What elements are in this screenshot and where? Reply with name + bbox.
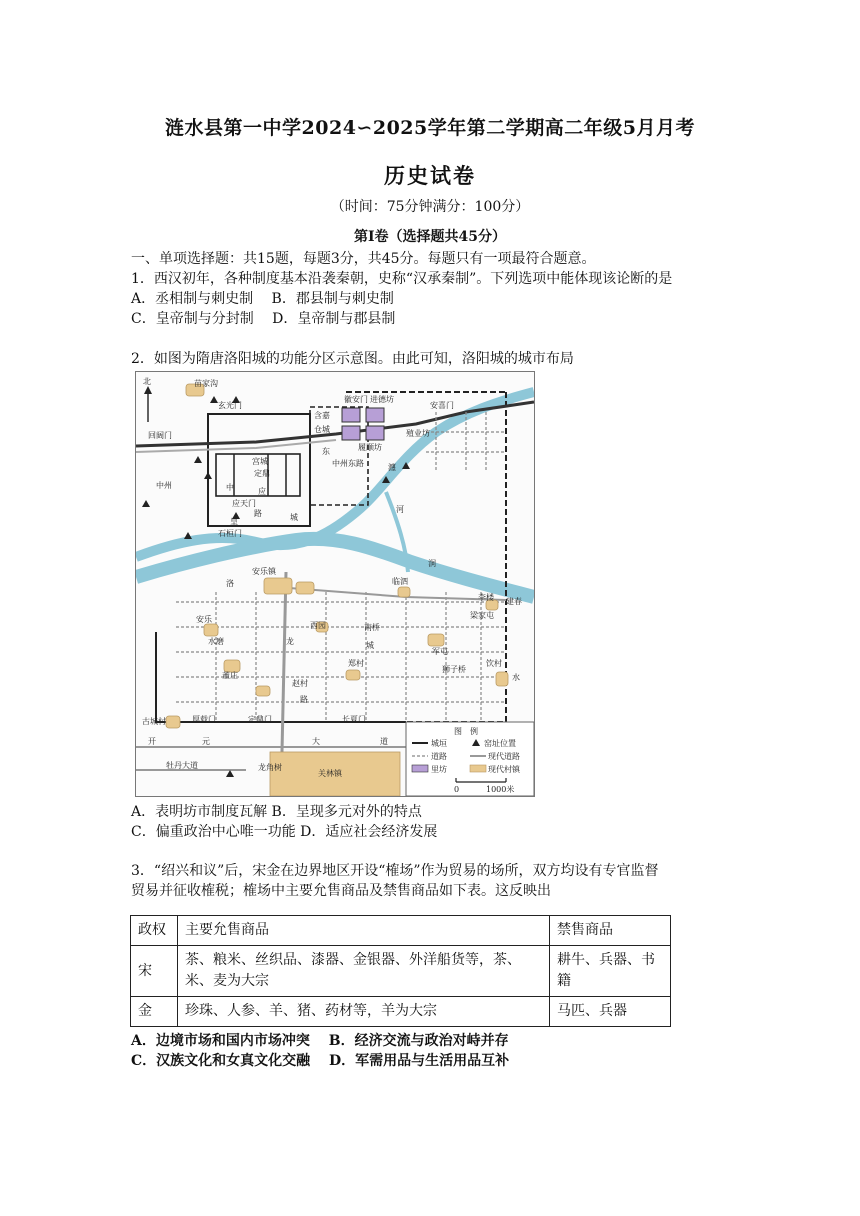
- map-label: 梁家屯: [470, 611, 494, 620]
- map-label: 路: [254, 509, 262, 518]
- map-label: 关林镇: [318, 769, 342, 778]
- exam-time-info: （时间：75分钟满分：100分）: [330, 199, 530, 215]
- ward-2: [366, 408, 384, 422]
- map-label: 饮村: [486, 659, 502, 668]
- q2-stem: 2．如图为隋唐洛阳城的功能分区示意图。由此可知，洛阳城的城市布局: [131, 351, 574, 367]
- map-label: 南桥: [364, 623, 380, 632]
- map-label: 水: [512, 673, 520, 682]
- map-label: 城: [366, 641, 374, 650]
- q3-stem-line2: 贸易并征收榷税；榷场中主要允售商品及禁售商品如下表。这反映出: [131, 883, 551, 899]
- map-label: 殖业坊: [406, 429, 430, 438]
- map-legend: [406, 722, 534, 796]
- map-label: 安乐镇: [252, 567, 276, 576]
- legend-item: 城垣: [431, 739, 447, 748]
- table-cell: 耕牛、兵器、书籍: [550, 946, 671, 997]
- map-label: 军屯: [432, 647, 448, 656]
- scale-end: 1000米: [486, 785, 515, 794]
- q2-options-ab: A．表明坊市制度瓦解 B．呈现多元对外的特点: [131, 804, 422, 820]
- table-header-row: [131, 916, 671, 946]
- table-cell: 金: [131, 997, 178, 1027]
- luoyang-map-svg: [136, 372, 534, 796]
- table-header-cell: 禁售商品: [550, 916, 671, 946]
- map-label: 石桓门: [218, 529, 242, 538]
- luo-river-upper: [136, 392, 534, 557]
- map-label: 路: [300, 695, 308, 704]
- table-cell: 马匹、兵器: [550, 997, 671, 1027]
- south-street-grid: [176, 592, 506, 722]
- ne-street-grid: [426, 412, 506, 472]
- q3-options-cd: C．汉族文化和女真文化交融 D．军需用品与生活用品互补: [131, 1053, 510, 1069]
- trade-table: [130, 915, 671, 1027]
- map-label: 李楼: [478, 593, 494, 602]
- map-label: 仓城: [314, 425, 330, 434]
- ward-1: [342, 408, 360, 422]
- q1-options-ab: A．丞相制与刺史制 B．郡县制与刺史制: [131, 291, 394, 307]
- table-cell: 珍珠、人参、羊、猪、药材等，羊为大宗: [178, 997, 550, 1027]
- map-label: 回阔门: [148, 431, 172, 440]
- map-label: 赵村: [292, 679, 308, 688]
- map-label: 开: [148, 737, 156, 746]
- table-cell: 宋: [131, 946, 178, 997]
- legend-title: 图 例: [454, 727, 478, 736]
- map-label: 城: [290, 513, 298, 522]
- map-label: 含嘉: [314, 411, 330, 420]
- map-label: 董庄: [222, 671, 238, 680]
- map-label: 安喜门: [430, 401, 454, 410]
- map-label: 元: [202, 737, 210, 746]
- map-label: 定鼎: [254, 469, 270, 478]
- map-label: 龙角树: [258, 763, 282, 772]
- exam-title: 涟水县第一中学2024∽2025学年第二学期高二年级5月月考: [165, 117, 695, 139]
- map-label: 进德坊: [370, 395, 394, 404]
- map-label: 瀍: [388, 463, 396, 472]
- map-label: 长夏门: [342, 715, 366, 724]
- map-label: 河: [396, 505, 404, 514]
- table-header-cell: 主要允售商品: [178, 916, 550, 946]
- map-label: 徽安门: [344, 395, 368, 404]
- map-label: 建春: [506, 597, 522, 606]
- map-label: 玄光门: [218, 401, 242, 410]
- map-label: 临泗: [392, 577, 408, 586]
- map-label: 安乐: [196, 615, 212, 624]
- map-label: 宫城: [252, 457, 268, 466]
- luo-river: [136, 539, 534, 597]
- map-label: 古城村: [142, 717, 166, 726]
- scale-zero: 0: [454, 785, 460, 794]
- map-label: 应: [258, 487, 266, 496]
- exam-subject: 历史试卷: [384, 163, 476, 188]
- q1-options-cd: C．皇帝制与分封制 D．皇帝制与郡县制: [131, 311, 396, 327]
- legend-item: 里坊: [431, 765, 447, 774]
- q1-stem: 1．西汉初年，各种制度基本沿袭秦朝，史称“汉承秦制”。下列选项中能体现该论断的是: [131, 271, 673, 287]
- map-label: 水磨: [208, 637, 224, 646]
- q2-options-cd: C．偏重政治中心唯一功能 D．适应社会经济发展: [131, 824, 438, 840]
- map-label: 厚载门: [192, 715, 216, 724]
- q3-options-ab: A．边境市场和国内市场冲突 B．经济交流与政治对峙并存: [131, 1033, 509, 1049]
- map-label: 苗家沟: [194, 379, 218, 388]
- map-north-label: 北: [143, 377, 151, 386]
- ward-4: [366, 426, 384, 440]
- map-label: 牡丹大道: [166, 761, 198, 770]
- map-label: 郑村: [348, 659, 364, 668]
- map-label: 洛: [226, 579, 234, 588]
- map-label: 中州东路: [332, 459, 364, 468]
- map-label: 道: [380, 737, 388, 746]
- table-row: [131, 946, 671, 997]
- map-label: 西园: [310, 621, 326, 630]
- legend-item: 窑址位置: [484, 739, 516, 748]
- map-label: 中州: [156, 481, 172, 490]
- part-heading: 第Ⅰ卷（选择题共45分）: [353, 229, 507, 245]
- q3-stem-line1: 3．“绍兴和议”后，宋金在边界地区开设“榷场”作为贸易的场所，双方均设有专官监督: [131, 863, 659, 879]
- section-instructions: 一、单项选择题：共15题，每题3分，共45分。每题只有一项最符合题意。: [131, 251, 596, 267]
- map-label: 涧: [428, 559, 436, 568]
- table-row: [131, 997, 671, 1027]
- legend-item: 现代村镇: [488, 765, 520, 774]
- ward-3: [342, 426, 360, 440]
- map-label: 皇: [230, 517, 238, 526]
- table-cell: 茶、粮米、丝织品、漆器、金银器、外洋船货等，茶、米、麦为大宗: [178, 946, 550, 997]
- map-label: 狮子桥: [442, 665, 466, 674]
- map-label: 龙: [286, 637, 294, 646]
- legend-item: 现代道路: [488, 752, 520, 761]
- map-label: 大: [312, 737, 320, 746]
- luoyang-map: [135, 371, 535, 797]
- map-label: 中: [226, 483, 234, 492]
- table-header-cell: 政权: [131, 916, 178, 946]
- map-label: 东: [322, 447, 330, 456]
- legend-item: 道路: [431, 752, 447, 761]
- map-label: 定鼎门: [248, 715, 272, 724]
- map-label: 应天门: [232, 499, 256, 508]
- map-label: 履顺坊: [358, 443, 382, 452]
